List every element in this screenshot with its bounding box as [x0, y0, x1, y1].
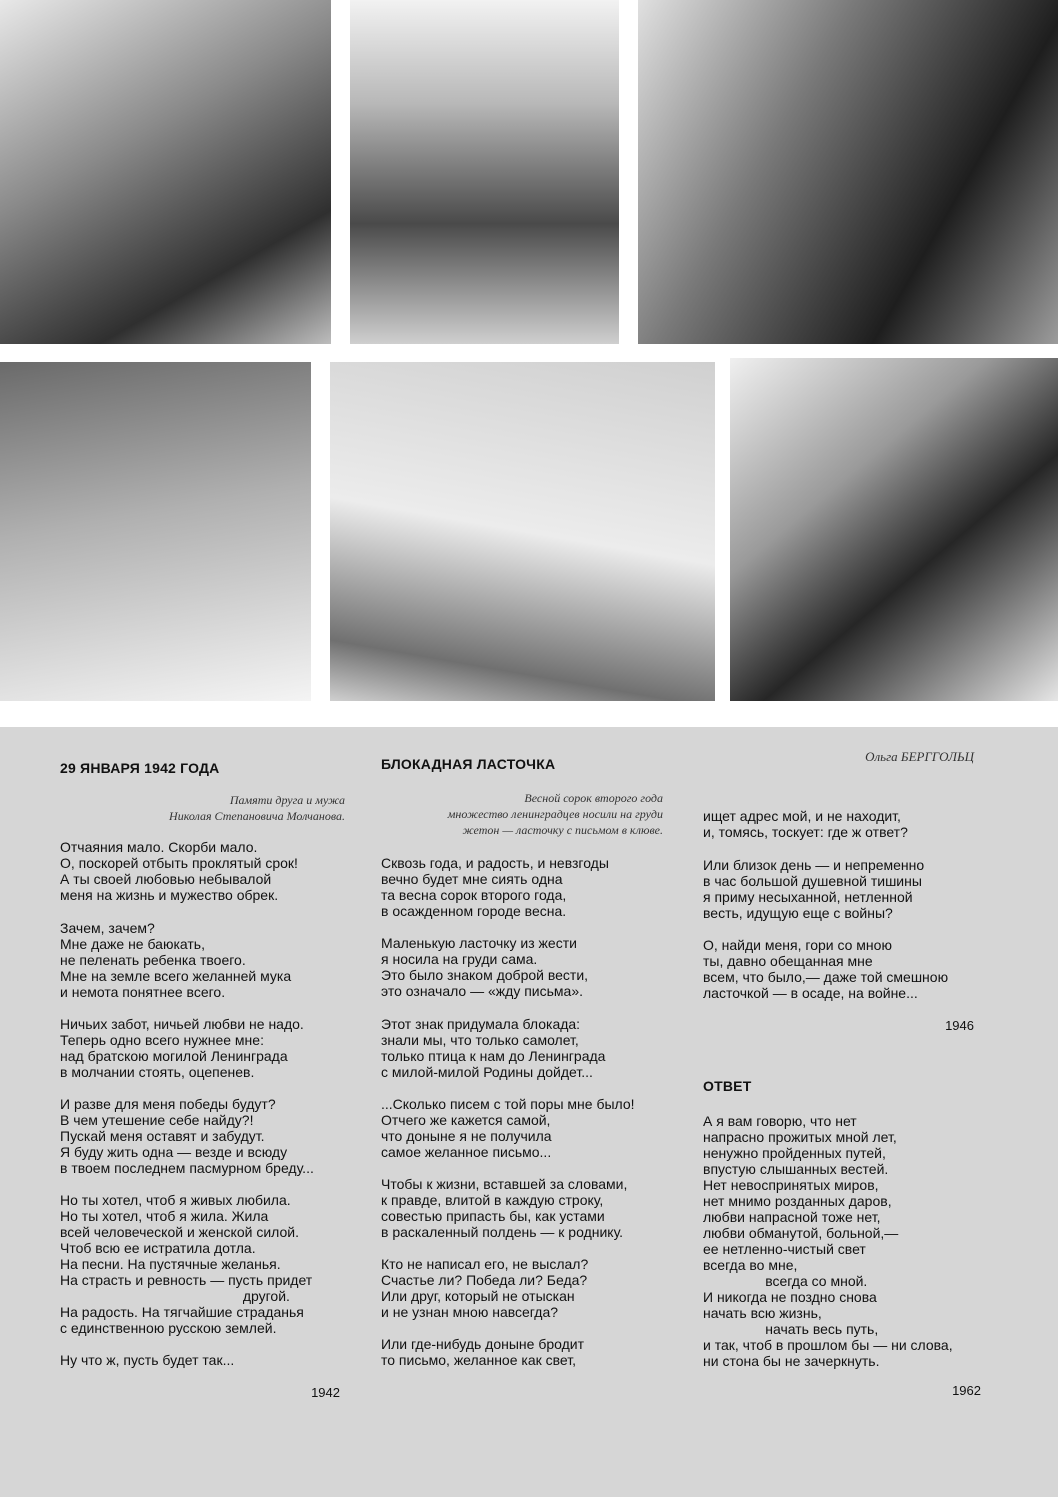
poem2-cont-stanza: О, найди меня, гори со мною ты, давно обещанная мне всем, что было,— даже той смешною ласточкой — в осаде, на войне... [703, 937, 949, 1001]
poem2-cont-stanza: Или близок день — и непременно в час большой душевной тишины я приму несыханной, нетленной весть, идущую еще с войны? [703, 857, 925, 921]
poem3-stanza: А я вам говорю, что нет напрасно прожитых мной лет, ненужно пройденных путей, впустую слышанных вестей. Нет невоспринятых миров, нет мнимо розданных даров, любви напрасной тоже нет, любви обманутой, больной,— ее нетленно-чистый свет всегда во мне, всегда со мной. И никогда не поздно снова начать всю жизнь, начать весь путь, и так, чтоб в прошлом бы — ни слова, ни стона бы не зачеркнуть. [703, 1113, 953, 1369]
poem2-epigraph-line: жетон — ласточку с письмом в клюве. [462, 823, 663, 837]
poem1-stanza: Но ты хотел, чтоб я живых любила. Но ты хотел, чтоб я жила. Жила всей человеческой и женской силой. Чтоб всю ее истратила дотла. На песни. На пустячные желанья. На страсть и ревность — пусть придет другой. На радость. На тягчайшие страданья с единственною русскою землей. [60, 1192, 313, 1336]
poem1-stanza: Зачем, зачем? Мне даже не баюкать, не пеленать ребенка твоего. Мне на земле всего желанней мука и немота понятнее всего. [60, 920, 292, 1000]
poem2-stanza: Чтобы к жизни, вставшей за словами, к правде, влитой в каждую строку, совестью припасть бы, как устами в раскаленный полдень — к роднику. [381, 1176, 628, 1240]
poem1-title: 29 ЯНВАРЯ 1942 ГОДА [60, 760, 220, 776]
poem2-stanza: Маленькую ласточку из жести я носила на груди сама. Это было знаком доброй вести, это означало — «жду письма». [381, 935, 589, 999]
author-name: Ольга БЕРГГОЛЬЦ [865, 749, 974, 764]
photo-snow-trolleybuses [0, 362, 311, 701]
poem2-epigraph-line: множество ленинградцев носили на груди [447, 807, 663, 821]
poem2-stanza: ...Сколько писем с той поры мне было! Отчего же кажется самой, что доныне я не получила самое желанное письмо... [381, 1096, 635, 1160]
poems-panel [0, 727, 1058, 1497]
poem2-stanza: Этот знак придумала блокада: знали мы, что только самолет, только птица к нам до Ленинграда с милой-милой Родины дойдет... [381, 1016, 606, 1080]
poem2-stanza: Кто не написал его, не выслал? Счастье ли? Победа ли? Беда? Или друг, который не отыскан и не узнан мною навсегда? [381, 1256, 589, 1320]
photo-women-in-snow [638, 0, 1058, 344]
poem1-stanza: Отчаяния мало. Скорби мало. О, поскорей отбыть проклятый срок! А ты своей любовью небывалой меня на жизнь и мужество обрек. [60, 839, 298, 903]
poem2-stanza: Или где-нибудь доныне бродит то письмо, желанное как свет, [381, 1336, 585, 1368]
poem2-epigraph-line: Весной сорок второго года [524, 791, 663, 805]
poem1-stanza: Ну что ж, пусть будет так... [60, 1352, 235, 1368]
poem3-year: 1962 [952, 1383, 981, 1398]
poem1-stanza: И разве для меня победы будут? В чем утешение себе найду?! Пускай меня оставят и забудут. Я буду жить одна — везде и всюду в твоем последнем пасмурном бреду... [60, 1096, 314, 1176]
poem1-epigraph-line: Памяти друга и мужа [229, 793, 345, 807]
photo-child-with-sled [730, 358, 1058, 701]
poem2-cont-stanza: ищет адрес мой, и не находит, и, томясь, тоскует: где ж ответ? [703, 808, 908, 840]
poem2-year: 1946 [945, 1018, 974, 1033]
photo-street-winter [330, 362, 715, 701]
photo-man-in-fur-hat [350, 0, 619, 344]
poem3-title: ОТВЕТ [703, 1078, 752, 1094]
poem2-stanza: Сквозь года, и радость, и невзгоды вечно будет мне сиять одна та весна сорок второго года, в осажденном городе весна. [381, 855, 609, 919]
photo-factory-worker [0, 0, 331, 344]
poem2-title: БЛОКАДНАЯ ЛАСТОЧКА [381, 756, 556, 772]
poem1-stanza: Ничьих забот, ничьей любви не надо. Теперь одно всего нужнее мне: над братскою могилой Ленинграда в молчании стоять, оцепенев. [60, 1016, 304, 1080]
poem1-epigraph-line: Николая Степановича Молчанова. [169, 809, 345, 823]
poem1-year: 1942 [311, 1385, 340, 1400]
